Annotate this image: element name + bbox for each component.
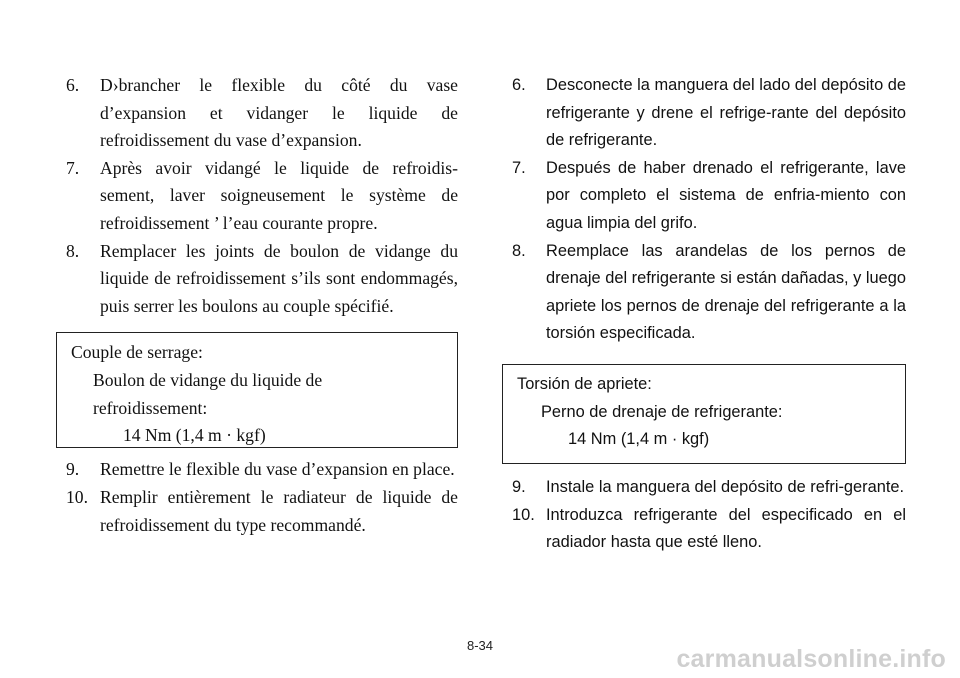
step-text: Desconecte la manguera del lado del depósito de refrigerante y drene el refrige-rante del depósito de refrigerante. (546, 76, 906, 150)
page-number: 8-34 (466, 638, 494, 653)
step-number: 7. (512, 158, 526, 177)
step-text: Remettre le flexible du vase d’expansion en place. (100, 459, 455, 480)
spec-value: 14 Nm (1,4 m · kgf) (123, 425, 266, 446)
step-text: Remplacer les joints de boulon de vidange du liquide de refroidissement s’ils sont endommagés, puis serrer les boulons au couple spécifié. (100, 240, 458, 316)
fr-step-8 (66, 238, 458, 321)
fr-step-10 (66, 484, 458, 539)
step-number: 6. (66, 75, 80, 95)
step-text: D›brancher le flexible du côté du vase d’expansion et vidanger le liquide de refroidissement du vase d’expansion. (100, 75, 458, 151)
es-torque-spec-box (502, 364, 906, 464)
spec-item-cont: refroidissement: (93, 397, 208, 418)
spec-item: Perno de drenaje de refrigerante: (541, 402, 783, 421)
step-text: Introduzca refrigerante del especificado en el radiador hasta que esté lleno. (546, 505, 906, 552)
step-text: Instale la manguera del depósito de refri-gerante. (546, 477, 905, 496)
step-text: Après avoir vidangé le liquide de refroidis-sement, laver soigneusement le système de refroidissement ’ l’eau courante propre. (100, 157, 458, 233)
step-number: 10. (66, 486, 88, 507)
step-number: 7. (66, 157, 80, 178)
step-text: Reemplace las arandelas de los pernos de drenaje del refrigerante si están dañadas, y luego apriete los pernos de drenaje del refrigerante a la torsión especificada. (546, 241, 906, 343)
fr-step-7 (66, 155, 458, 238)
step-number: 9. (512, 477, 526, 496)
es-step-8 (512, 238, 906, 348)
step-number: 10. (512, 505, 535, 524)
es-step-9 (512, 474, 906, 502)
es-step-7 (512, 155, 906, 238)
step-text: Después de haber drenado el refrigerante, lave por completo el sistema de enfria-miento con agua limpia del grifo. (546, 158, 906, 232)
fr-torque-spec-box (56, 332, 458, 448)
step-number: 9. (66, 459, 80, 480)
spec-title: Couple de serrage: (71, 342, 203, 363)
fr-step-9 (66, 456, 458, 484)
step-number: 8. (512, 241, 526, 260)
es-step-10 (512, 502, 906, 557)
step-number: 6. (512, 76, 526, 94)
step-number: 8. (66, 240, 80, 261)
french-column (66, 72, 458, 539)
spec-title: Torsión de apriete: (517, 374, 652, 393)
es-step-6 (512, 72, 906, 155)
step-text: Remplir entièrement le radiateur de liquide de refroidissement du type recommandé. (100, 486, 458, 535)
spec-value: 14 Nm (1,4 m · kgf) (568, 430, 710, 449)
spec-item: Boulon de vidange du liquide de (93, 369, 323, 390)
spanish-column (512, 72, 906, 557)
fr-step-6 (66, 72, 458, 155)
watermark: carmanualsonline.info (676, 645, 946, 673)
